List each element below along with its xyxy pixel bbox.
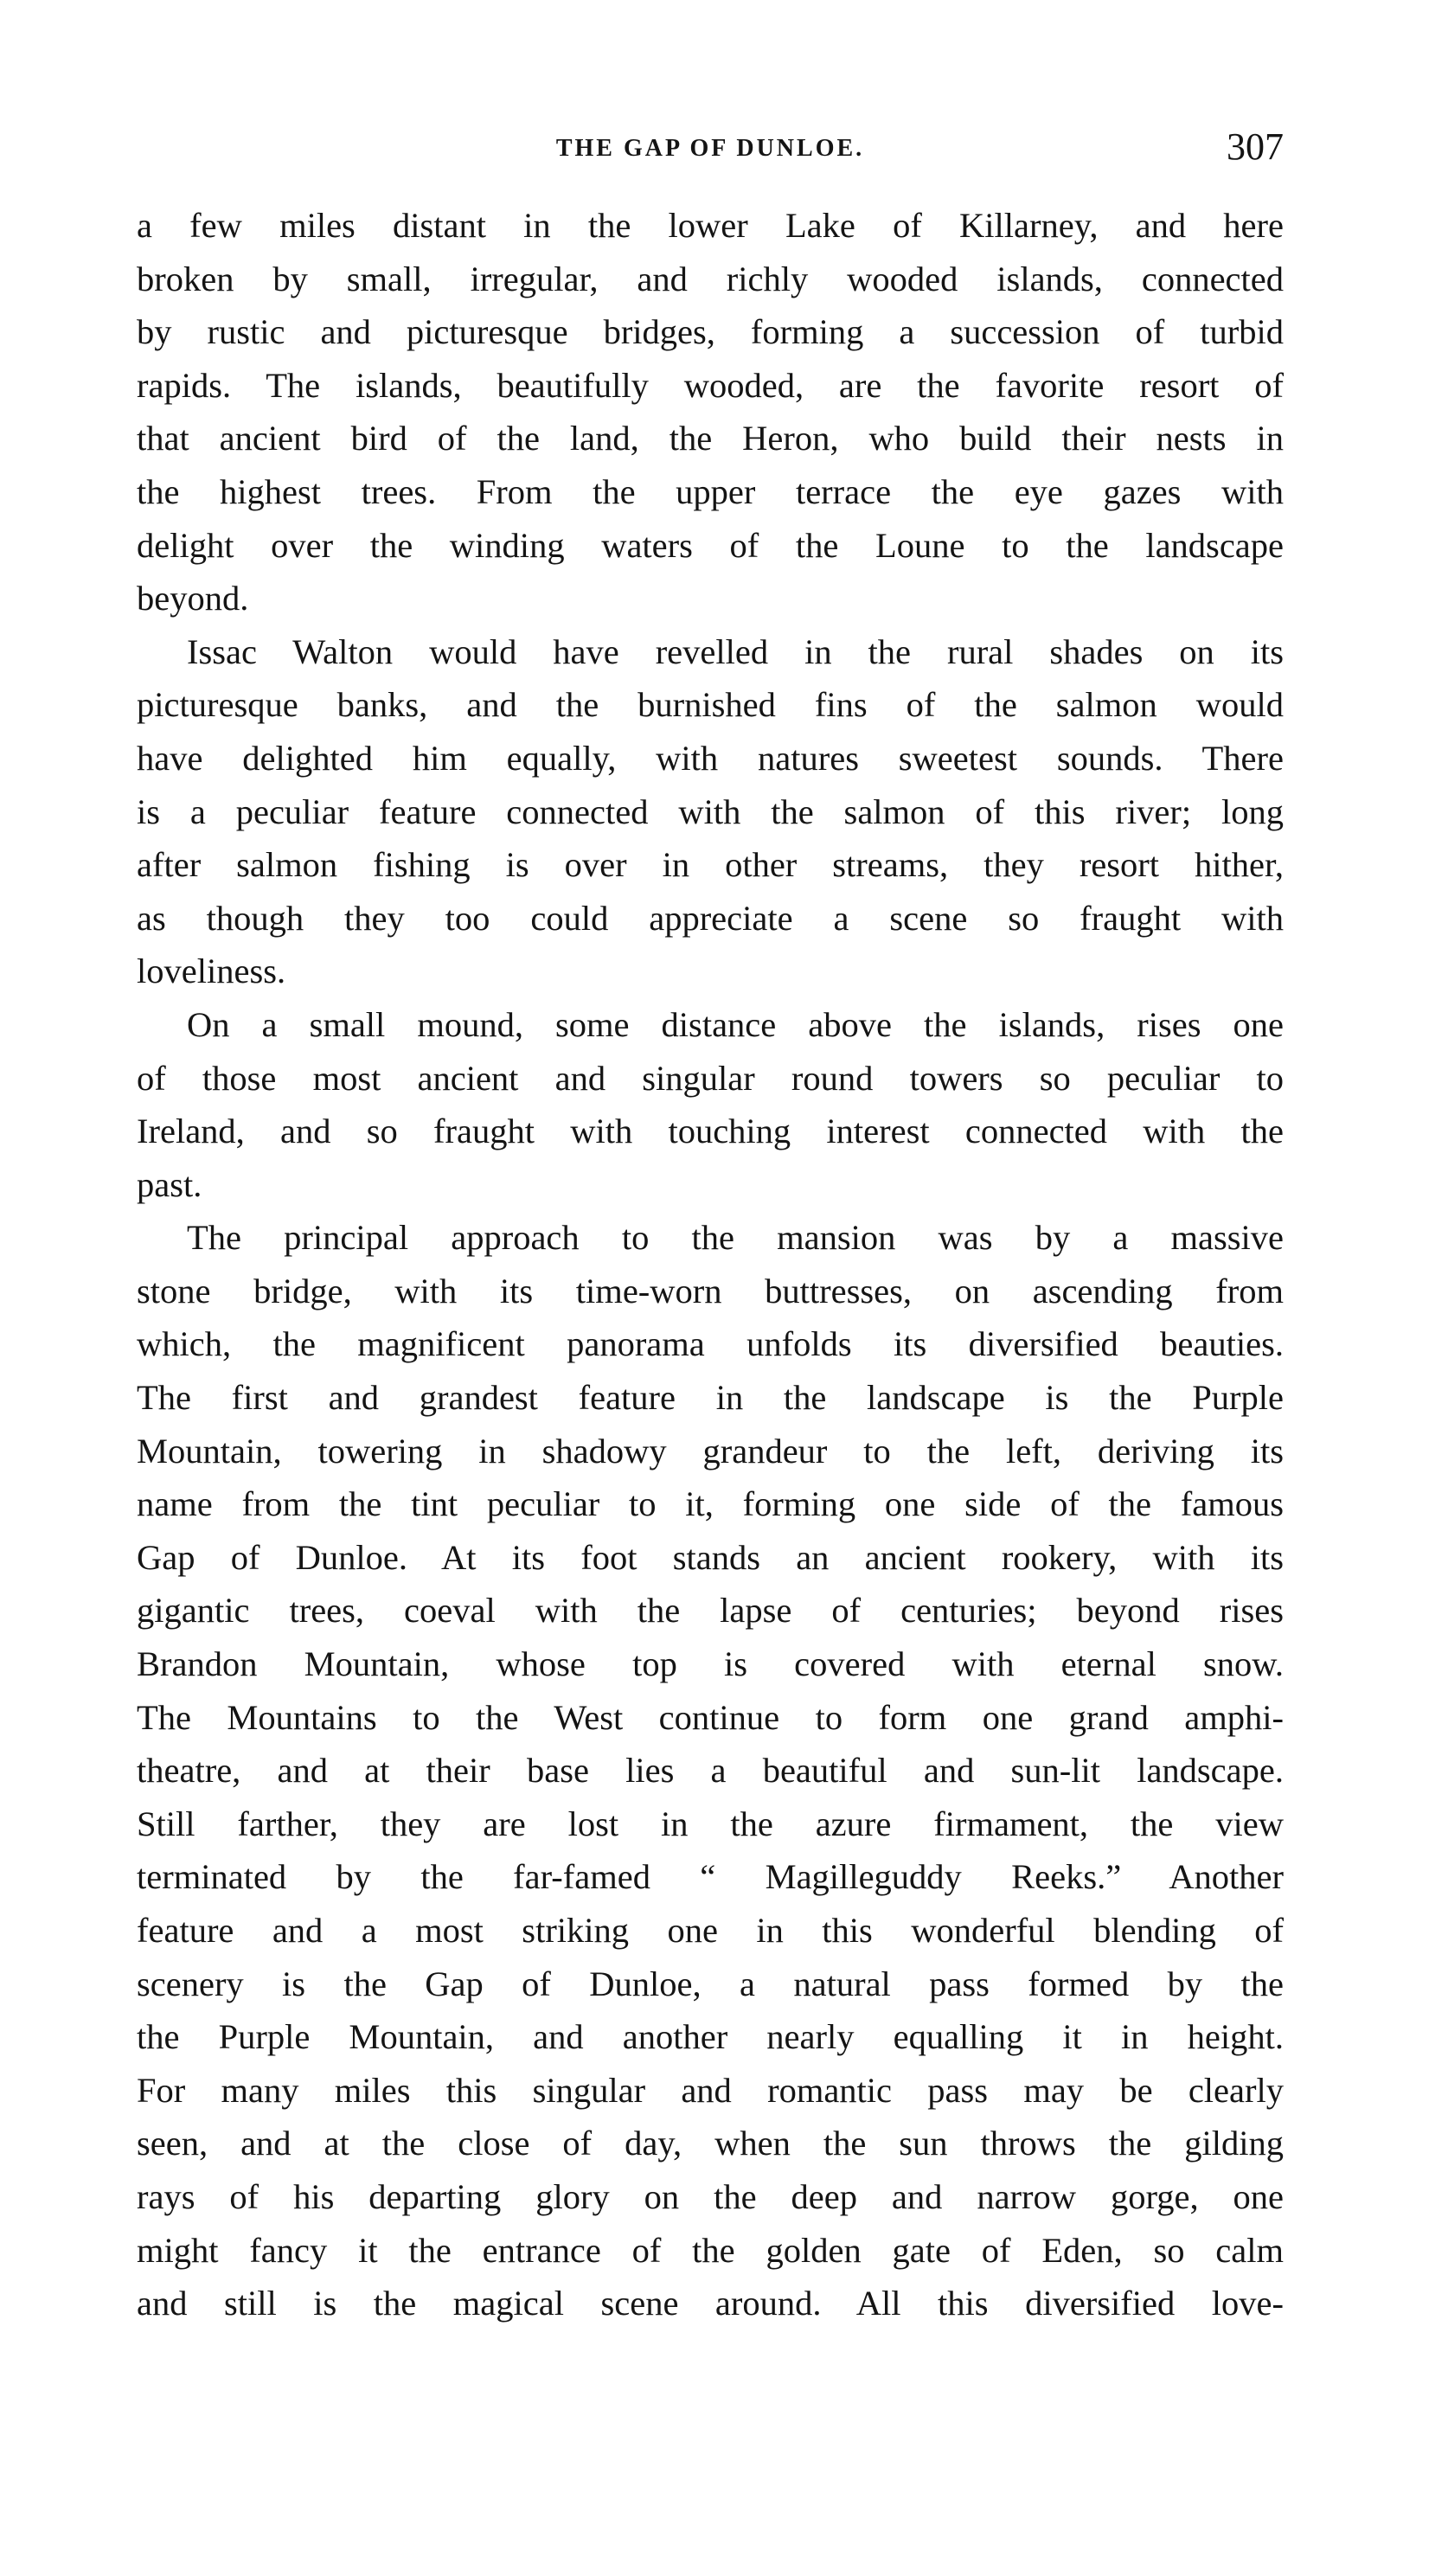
text-line: after salmon fishing is over in other streams, they resort hither, — [137, 845, 1284, 885]
text-line: beyond. — [137, 579, 249, 618]
text-line: seen, and at the close of day, when the sun throws the gilding — [137, 2124, 1284, 2163]
paragraph-1 — [137, 199, 1284, 625]
text-line: past. — [137, 1164, 202, 1204]
text-line: Brandon Mountain, whose top is covered with eternal snow. — [137, 1644, 1284, 1684]
text-line: might fancy it the entrance of the golden gate of Eden, so calm — [137, 2230, 1284, 2270]
text-line: broken by small, irregular, and richly wooded islands, connected — [137, 259, 1284, 298]
text-line: rapids. The islands, beautifully wooded, are the favorite resort of — [137, 365, 1284, 405]
text-line: which, the magnificent panorama unfolds its diversified beauties. — [137, 1324, 1284, 1364]
paragraph-4 — [137, 1211, 1284, 2329]
text-line: is a peculiar feature connected with the salmon of this river; long — [137, 791, 1284, 831]
running-title: THE GAP OF DUNLOE. — [555, 135, 865, 162]
text-line: loveliness. — [137, 952, 286, 991]
text-line: Issac Walton would have revelled in the rural shades on its — [187, 631, 1284, 671]
text-line: Still farther, they are lost in the azure firmament, the view — [137, 1804, 1284, 1843]
paragraph-3 — [137, 998, 1284, 1211]
text-line: The first and grandest feature in the landscape is the Purple — [137, 1378, 1284, 1418]
text-line: theatre, and at their base lies a beautiful and sun-lit landscape. — [137, 1751, 1284, 1791]
text-line: On a small mound, some distance above the islands, rises one — [187, 1004, 1284, 1044]
text-line: have delighted him equally, with natures sweetest sounds. There — [137, 738, 1284, 778]
page-number: 307 — [1227, 125, 1284, 168]
text-line: by rustic and picturesque bridges, forming a succession of turbid — [137, 312, 1284, 352]
text-line: and still is the magical scene around. All this diversified love- — [137, 2284, 1284, 2323]
text-line: feature and a most striking one in this wonderful blending of — [137, 1911, 1284, 1950]
text-line: Mountain, towering in shadowy grandeur to the left, deriving its — [137, 1431, 1284, 1471]
text-line: that ancient bird of the land, the Heron, who build their nests in — [137, 419, 1284, 458]
text-line: The principal approach to the mansion was by a massive — [187, 1218, 1284, 1258]
text-line: Ireland, and so fraught with touching interest connected with the — [137, 1112, 1284, 1151]
running-head — [137, 125, 1284, 183]
paragraph-2 — [137, 625, 1284, 998]
text-line: rays of his departing glory on the deep and narrow gorge, one — [137, 2176, 1284, 2216]
text-line: picturesque banks, and the burnished fins of the salmon would — [137, 685, 1284, 725]
text-line: as though they too could appreciate a scene so fraught with — [137, 898, 1284, 938]
book-page — [137, 125, 1284, 2330]
text-line: delight over the winding waters of the Loune to the landscape — [137, 525, 1284, 565]
text-line: scenery is the Gap of Dunloe, a natural pass formed by the — [137, 1964, 1284, 2003]
text-line: the Purple Mountain, and another nearly equalling it in height. — [137, 2017, 1284, 2057]
text-line: terminated by the far-famed “ Magilleguddy Reeks.” Another — [137, 1857, 1284, 1897]
text-line: the highest trees. From the upper terrace the eye gazes with — [137, 471, 1284, 511]
text-line: of those most ancient and singular round towers so peculiar to — [137, 1058, 1284, 1098]
text-line: gigantic trees, coeval with the lapse of centuries; beyond rises — [137, 1591, 1284, 1631]
text-line: The Mountains to the West continue to form one grand amphi- — [137, 1697, 1284, 1737]
text-line: a few miles distant in the lower Lake of Killarney, and here — [137, 206, 1284, 245]
text-line: stone bridge, with its time-worn buttresses, on ascending from — [137, 1271, 1284, 1310]
text-line: Gap of Dunloe. At its foot stands an ancient rookery, with its — [137, 1537, 1284, 1577]
text-line: name from the tint peculiar to it, forming one side of the famous — [137, 1484, 1284, 1524]
text-line: For many miles this singular and romantic pass may be clearly — [137, 2070, 1284, 2110]
